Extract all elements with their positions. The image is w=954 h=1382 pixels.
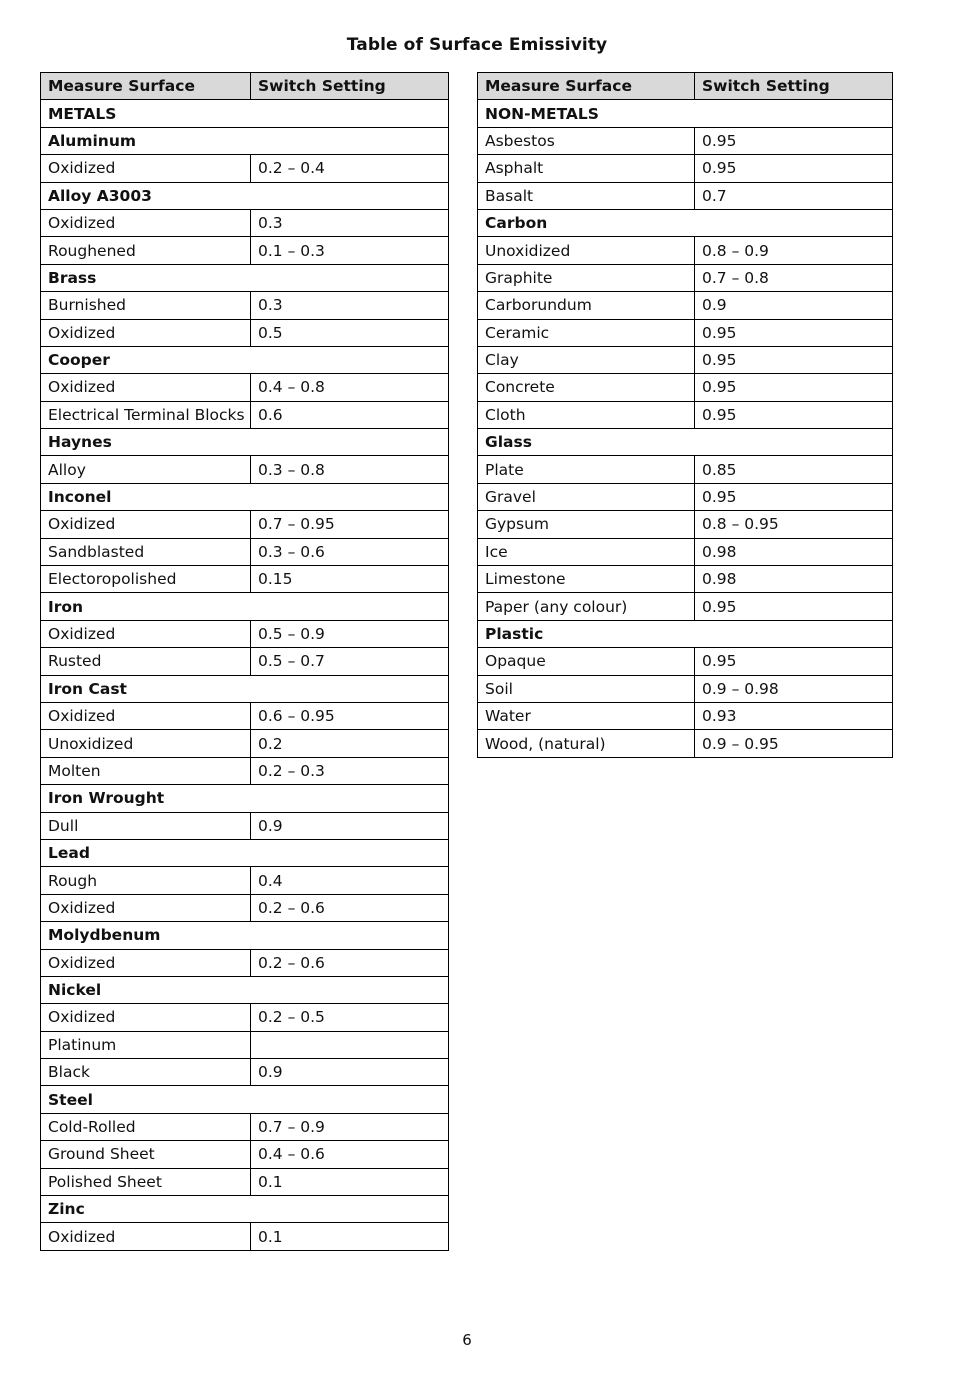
setting-cell: 0.5 – 0.7 [251,648,449,675]
setting-cell: 0.1 [251,1223,449,1250]
surface-cell: Concrete [478,374,695,401]
surface-cell: Oxidized [41,620,251,647]
table-row [41,867,449,894]
setting-cell: 0.9 – 0.98 [695,675,893,702]
category-label: METALS [41,100,449,127]
setting-cell: 0.9 [695,292,893,319]
surface-cell: Graphite [478,264,695,291]
surface-cell: Clay [478,346,695,373]
table-row [478,511,893,538]
category-row [478,100,893,127]
setting-cell: 0.4 – 0.6 [251,1141,449,1168]
table-header-row [41,73,449,100]
table-row [41,511,449,538]
surface-cell: Alloy [41,456,251,483]
setting-cell: 0.95 [695,319,893,346]
category-label: Molydbenum [41,922,449,949]
surface-cell: Platinum [41,1031,251,1058]
category-label: Carbon [478,209,893,236]
table-row [41,155,449,182]
surface-cell: Unoxidized [478,237,695,264]
setting-cell: 0.98 [695,538,893,565]
table-row [41,757,449,784]
setting-cell: 0.4 – 0.8 [251,374,449,401]
surface-cell: Opaque [478,648,695,675]
surface-cell: Rusted [41,648,251,675]
surface-cell: Sandblasted [41,538,251,565]
category-label: NON-METALS [478,100,893,127]
surface-cell: Oxidized [41,374,251,401]
category-label: Zinc [41,1196,449,1223]
category-label: Alloy A3003 [41,182,449,209]
surface-cell: Basalt [478,182,695,209]
setting-cell: 0.2 – 0.4 [251,155,449,182]
table-row [41,401,449,428]
table-row [41,1168,449,1195]
surface-cell: Ice [478,538,695,565]
surface-cell: Electrical Terminal Blocks [41,401,251,428]
column-header-setting: Switch Setting [695,73,893,100]
category-row [41,593,449,620]
setting-cell: 0.95 [695,155,893,182]
setting-cell: 0.7 [695,182,893,209]
setting-cell: 0.5 [251,319,449,346]
page-number: 6 [462,1331,472,1349]
table-row [478,702,893,729]
setting-cell: 0.85 [695,456,893,483]
setting-cell: 0.8 – 0.9 [695,237,893,264]
category-row [478,429,893,456]
table-row [478,648,893,675]
table-row [41,702,449,729]
table-row [41,1113,449,1140]
table-row [41,648,449,675]
setting-cell [251,1031,449,1058]
setting-cell: 0.95 [695,401,893,428]
setting-cell: 0.9 [251,1059,449,1086]
table-row [41,456,449,483]
setting-cell: 0.2 [251,730,449,757]
surface-cell: Oxidized [41,1004,251,1031]
category-row [41,1086,449,1113]
setting-cell: 0.2 – 0.3 [251,757,449,784]
surface-cell: Cloth [478,401,695,428]
setting-cell: 0.3 [251,209,449,236]
category-label: Iron Cast [41,675,449,702]
setting-cell: 0.6 [251,401,449,428]
setting-cell: 0.6 – 0.95 [251,702,449,729]
surface-cell: Water [478,702,695,729]
surface-cell: Asbestos [478,127,695,154]
table-row [41,949,449,976]
category-label: Haynes [41,429,449,456]
setting-cell: 0.4 [251,867,449,894]
table-row [478,374,893,401]
table-row [41,1141,449,1168]
table-row [478,456,893,483]
category-row [41,127,449,154]
table-row [41,237,449,264]
category-label: Glass [478,429,893,456]
table-row [478,182,893,209]
table-row [478,264,893,291]
surface-cell: Oxidized [41,894,251,921]
surface-cell: Cold-Rolled [41,1113,251,1140]
surface-cell: Rough [41,867,251,894]
table-row [478,237,893,264]
surface-cell: Unoxidized [41,730,251,757]
surface-cell: Roughened [41,237,251,264]
table-header-row [478,73,893,100]
setting-cell: 0.95 [695,374,893,401]
page-title: Table of Surface Emissivity [346,35,608,55]
setting-cell: 0.9 [251,812,449,839]
category-row [41,264,449,291]
surface-cell: Carborundum [478,292,695,319]
category-row [41,675,449,702]
setting-cell: 0.7 – 0.8 [695,264,893,291]
table-row [41,1059,449,1086]
setting-cell: 0.5 – 0.9 [251,620,449,647]
setting-cell: 0.93 [695,702,893,729]
setting-cell: 0.2 – 0.5 [251,1004,449,1031]
table-row [41,812,449,839]
table-row [478,593,893,620]
category-row [478,209,893,236]
table-row [41,319,449,346]
setting-cell: 0.95 [695,648,893,675]
metals-emissivity-table [40,72,449,1251]
surface-cell: Wood, (natural) [478,730,695,757]
category-label: Aluminum [41,127,449,154]
table-row [41,620,449,647]
table-row [41,1031,449,1058]
table-row [478,566,893,593]
setting-cell: 0.9 – 0.95 [695,730,893,757]
surface-cell: Oxidized [41,155,251,182]
surface-cell: Electoropolished [41,566,251,593]
table-row [478,483,893,510]
category-row [478,620,893,647]
surface-cell: Oxidized [41,209,251,236]
setting-cell: 0.1 – 0.3 [251,237,449,264]
setting-cell: 0.95 [695,346,893,373]
surface-cell: Molten [41,757,251,784]
category-row [41,182,449,209]
table-row [478,292,893,319]
surface-cell: Oxidized [41,1223,251,1250]
setting-cell: 0.3 – 0.6 [251,538,449,565]
column-header-surface: Measure Surface [478,73,695,100]
table-row [41,209,449,236]
setting-cell: 0.2 – 0.6 [251,949,449,976]
setting-cell: 0.98 [695,566,893,593]
surface-cell: Soil [478,675,695,702]
surface-cell: Asphalt [478,155,695,182]
category-label: Iron Wrought [41,785,449,812]
table-row [41,374,449,401]
setting-cell: 0.7 – 0.95 [251,511,449,538]
table-row [478,730,893,757]
surface-cell: Oxidized [41,949,251,976]
surface-cell: Burnished [41,292,251,319]
category-row [41,976,449,1003]
surface-cell: Oxidized [41,702,251,729]
surface-cell: Ground Sheet [41,1141,251,1168]
column-header-setting: Switch Setting [251,73,449,100]
column-header-surface: Measure Surface [41,73,251,100]
setting-cell: 0.95 [695,593,893,620]
surface-cell: Oxidized [41,511,251,538]
setting-cell: 0.15 [251,566,449,593]
category-row [41,1196,449,1223]
surface-cell: Paper (any colour) [478,593,695,620]
table-row [478,346,893,373]
table-row [478,127,893,154]
table-row [478,319,893,346]
surface-cell: Oxidized [41,319,251,346]
surface-cell: Ceramic [478,319,695,346]
category-label: Steel [41,1086,449,1113]
category-row [41,429,449,456]
non-metals-emissivity-table [477,72,893,758]
setting-cell: 0.2 – 0.6 [251,894,449,921]
surface-cell: Plate [478,456,695,483]
setting-cell: 0.7 – 0.9 [251,1113,449,1140]
surface-cell: Dull [41,812,251,839]
table-row [41,566,449,593]
setting-cell: 0.95 [695,483,893,510]
category-row [41,100,449,127]
setting-cell: 0.95 [695,127,893,154]
table-row [41,1223,449,1250]
surface-cell: Black [41,1059,251,1086]
table-row [478,538,893,565]
surface-cell: Gypsum [478,511,695,538]
table-row [41,1004,449,1031]
table-row [41,538,449,565]
setting-cell: 0.8 – 0.95 [695,511,893,538]
category-label: Plastic [478,620,893,647]
table-row [41,894,449,921]
surface-cell: Limestone [478,566,695,593]
category-label: Brass [41,264,449,291]
table-row [478,675,893,702]
setting-cell: 0.3 – 0.8 [251,456,449,483]
category-row [41,785,449,812]
table-row [41,730,449,757]
category-label: Nickel [41,976,449,1003]
table-row [41,292,449,319]
category-row [41,839,449,866]
category-label: Inconel [41,483,449,510]
category-row [41,346,449,373]
category-row [41,922,449,949]
table-row [478,155,893,182]
category-label: Lead [41,839,449,866]
surface-cell: Gravel [478,483,695,510]
category-row [41,483,449,510]
surface-cell: Polished Sheet [41,1168,251,1195]
table-row [478,401,893,428]
setting-cell: 0.3 [251,292,449,319]
category-label: Iron [41,593,449,620]
category-label: Cooper [41,346,449,373]
setting-cell: 0.1 [251,1168,449,1195]
